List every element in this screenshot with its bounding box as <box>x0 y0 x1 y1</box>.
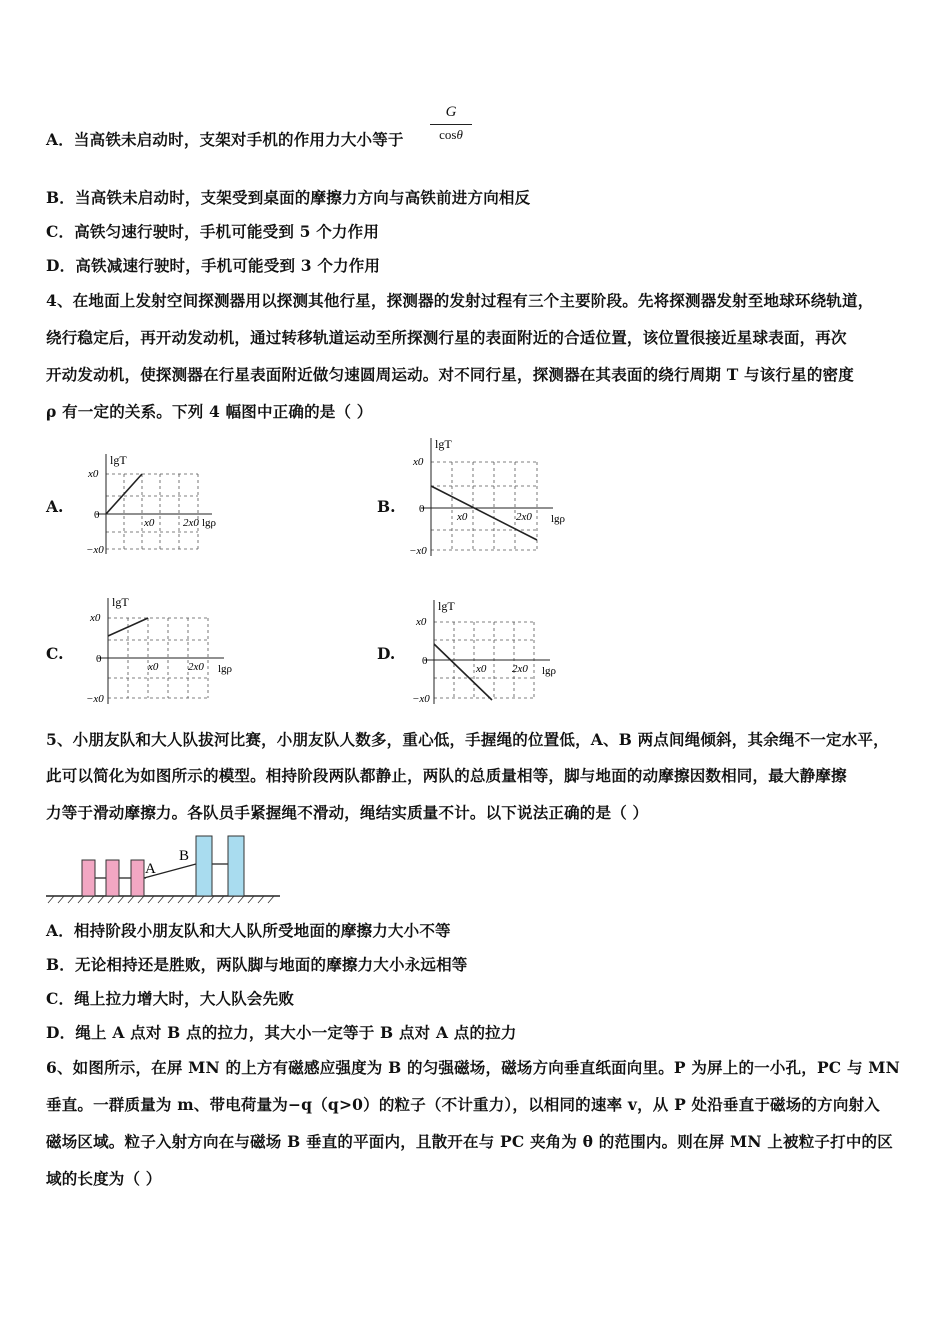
graph-b-x0: x0 <box>457 511 468 523</box>
graph-a-negx0: −x0 <box>86 544 104 556</box>
graph-c-2x0: 2x0 <box>188 661 204 673</box>
graph-c-x0: x0 <box>148 661 159 673</box>
q5-line-1: 5、小朋友队和大人队拔河比赛，小朋友队人数多，重心低，手握绳的位置低，A、B 两点间绳倾斜，其余绳不一定水平， <box>46 730 889 749</box>
graph-b-x-label: lgρ <box>551 513 566 525</box>
graph-d-2x0: 2x0 <box>512 663 528 675</box>
point-a-label: A <box>145 861 156 877</box>
graph-a-y-label: lgT <box>110 453 127 467</box>
child-2 <box>106 860 119 896</box>
child-1 <box>82 860 95 896</box>
q6-line-4: 域的长度为（ ） <box>46 1169 162 1188</box>
ground-hatching <box>48 896 274 903</box>
q4-line-3: 开动发动机，使探测器在行星表面附近做匀速圆周运动。对不同行星，探测器在其表面的绕行周期 T 与该行星的密度 <box>46 365 854 384</box>
q3-option-c: C．高铁匀速行驶时，手机可能受到 5 个力作用 <box>46 222 380 241</box>
graph-a-x0: x0 <box>144 517 155 529</box>
graph-d-zero: 0 <box>422 655 428 667</box>
graph-b-grid <box>431 462 537 550</box>
graph-b-y-label: lgT <box>435 437 452 451</box>
graph-c <box>82 594 252 710</box>
q6-line-2: 垂直。一群质量为 m、带电荷量为−q（q>0）的粒子（不计重力），以相同的速率 v，从 P 处沿垂直于磁场的方向射入 <box>46 1095 880 1114</box>
q6-line-3: 磁场区域。粒子入射方向在与磁场 B 垂直的平面内，且散开在与 PC 夹角为 θ 的范围内。则在屏 MN 上被粒子打中的区 <box>46 1132 893 1151</box>
q4-line-1: 4、在地面上发射空间探测器用以探测其他行星，探测器的发射过程有三个主要阶段。先将探测器发射至地球环绕轨道， <box>46 291 874 310</box>
tug-of-war-figure <box>44 832 284 906</box>
graph-b-negx0: −x0 <box>409 545 427 557</box>
q3-option-a-text: A．当高铁未启动时，支架对手机的作用力大小等于 <box>46 130 404 149</box>
graph-b-zero: 0 <box>419 503 425 515</box>
q5-option-a: A．相持阶段小朋友队和大人队所受地面的摩擦力大小不等 <box>46 921 451 940</box>
theta-text: θ <box>456 127 463 142</box>
graph-b-x0-y: x0 <box>413 456 424 468</box>
graph-d-x-label: lgρ <box>542 665 557 677</box>
q5-option-b: B．无论相持还是胜败，两队脚与地面的摩擦力大小永远相等 <box>46 955 468 974</box>
graph-a-grid <box>106 456 198 549</box>
q4-line-4: ρ 有一定的关系。下列 4 幅图中正确的是（ ） <box>46 402 373 421</box>
fraction-denominator <box>430 127 472 143</box>
graph-d-negx0: −x0 <box>412 693 430 705</box>
graph-label-b: B. <box>377 497 396 516</box>
fraction-numerator: G <box>445 104 457 120</box>
q5-option-d: D．绳上 A 点对 B 点的拉力，其大小一定等于 B 点对 A 点的拉力 <box>46 1023 517 1042</box>
q5-line-2: 此可以简化为如图所示的模型。相持阶段两队都静止，两队的总质量相等，脚与地面的动摩擦因数相同，最大静摩擦 <box>46 766 847 785</box>
fraction-bar <box>430 124 472 125</box>
graph-c-x-label: lgρ <box>218 663 233 675</box>
graph-a-zero: 0 <box>94 509 100 521</box>
q6-line-1: 6、如图所示，在屏 MN 的上方有磁感应强度为 B 的匀强磁场，磁场方向垂直纸面向里。P 为屏上的一小孔，PC 与 MN <box>46 1058 900 1077</box>
graph-c-negx0: −x0 <box>86 693 104 705</box>
adult-1 <box>196 836 212 896</box>
fraction-g-over-cos-theta <box>430 104 472 143</box>
graph-c-y-label: lgT <box>112 595 129 609</box>
graph-b <box>405 434 585 562</box>
graph-a <box>80 448 240 560</box>
graph-label-a: A. <box>46 497 64 516</box>
graph-d-x0-y: x0 <box>416 616 427 628</box>
q5-line-3: 力等于滑动摩擦力。各队员手紧握绳不滑动，绳结实质量不计。以下说法正确的是（ ） <box>46 803 649 822</box>
adult-2 <box>228 836 244 896</box>
q3-option-d: D．高铁减速行驶时，手机可能受到 3 个力作用 <box>46 256 381 275</box>
graph-a-x-label: lgρ <box>202 517 217 529</box>
q4-line-2: 绕行稳定后，再开动发动机，通过转移轨道运动至所探测行星的表面附近的合适位置，该位置很接近星球表面，再次 <box>46 328 847 347</box>
q5-option-c: C．绳上拉力增大时，大人队会先败 <box>46 989 295 1008</box>
graph-b-2x0: 2x0 <box>516 511 532 523</box>
graph-label-d: D. <box>377 644 396 663</box>
point-b-label: B <box>179 848 190 864</box>
graph-a-x0-y: x0 <box>88 468 99 480</box>
graph-c-x0-y: x0 <box>90 612 101 624</box>
graph-d <box>408 596 578 710</box>
graph-c-zero: 0 <box>96 653 102 665</box>
graph-d-y-label: lgT <box>438 599 455 613</box>
graph-d-x0: x0 <box>476 663 487 675</box>
graph-a-2x0: 2x0 <box>183 517 199 529</box>
cos-text: cos <box>439 127 457 142</box>
graph-label-c: C. <box>46 644 64 663</box>
child-3 <box>131 860 144 896</box>
q3-option-b: B．当高铁未启动时，支架受到桌面的摩擦力方向与高铁前进方向相反 <box>46 188 531 207</box>
q3-option-a <box>46 128 404 150</box>
